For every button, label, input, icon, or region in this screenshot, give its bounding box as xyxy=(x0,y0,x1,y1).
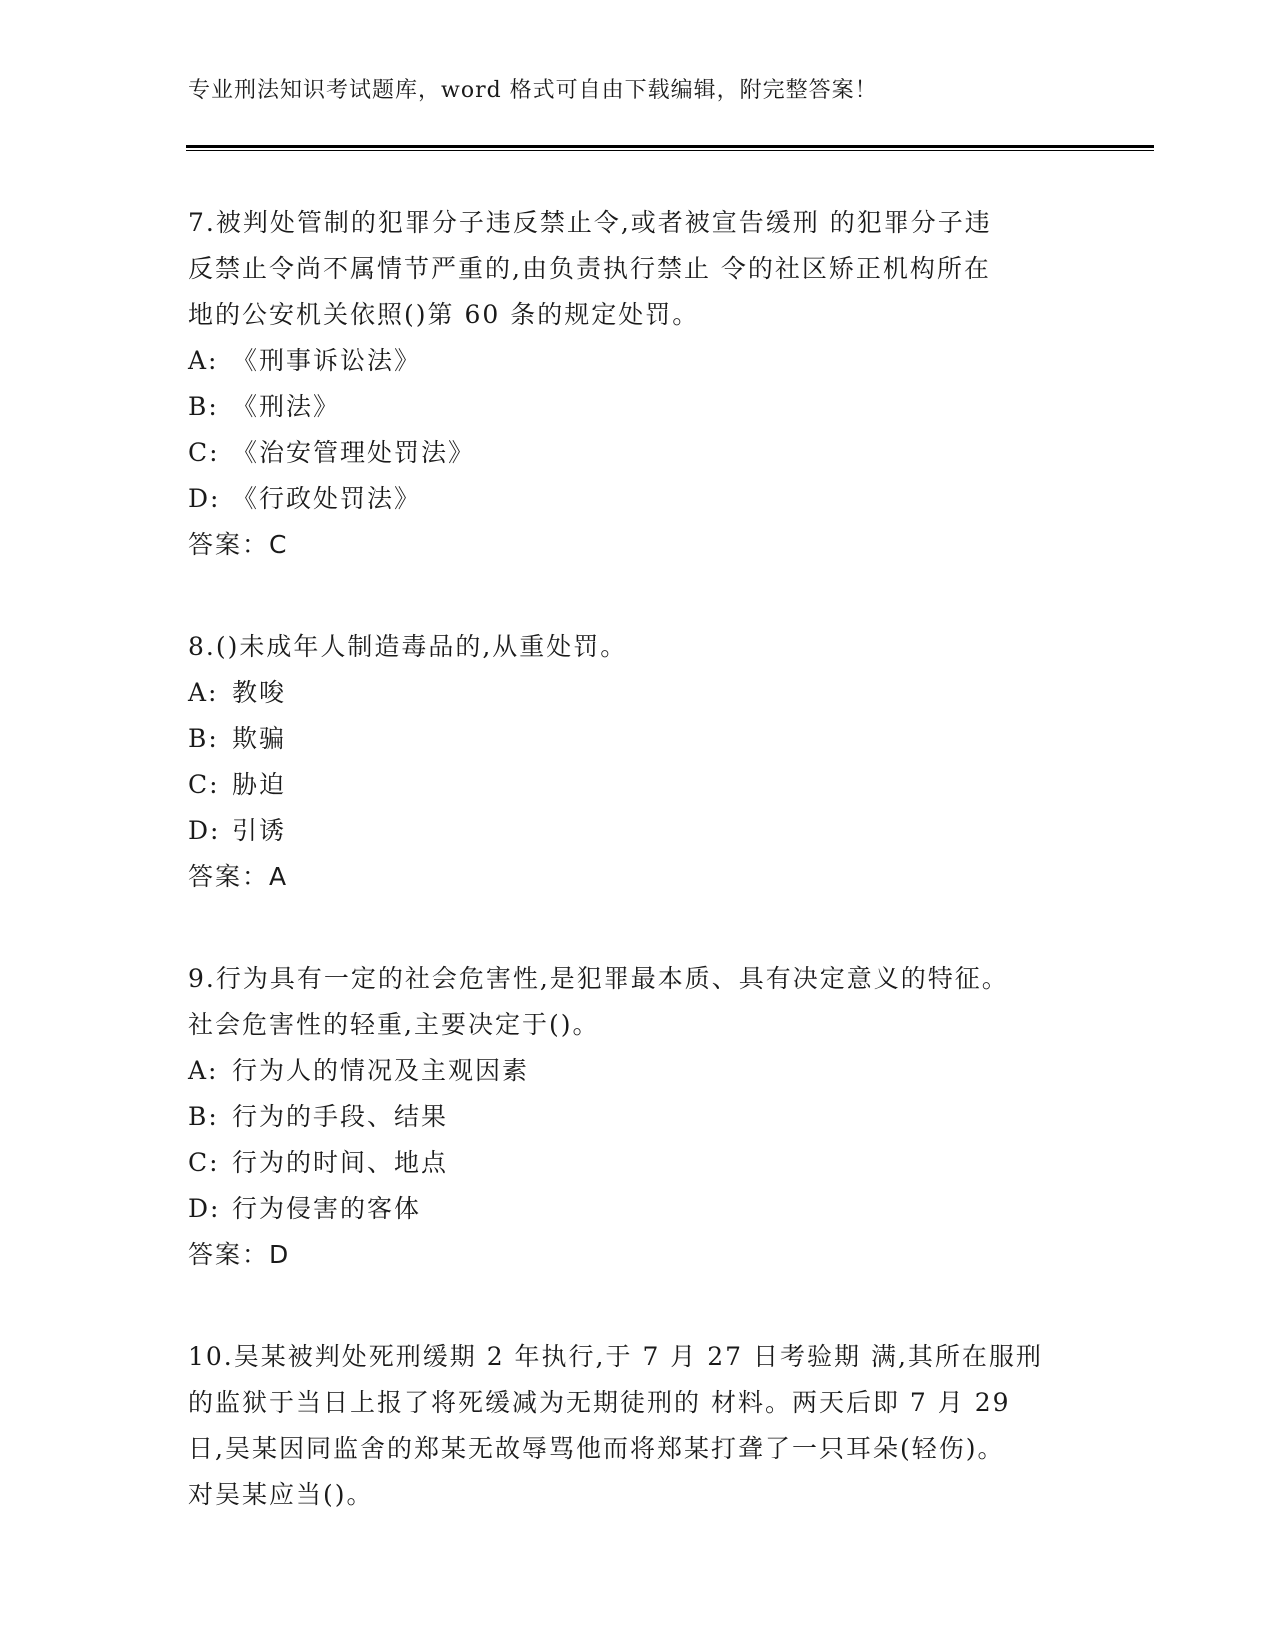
answer-line: 答案：D xyxy=(188,1240,291,1269)
option-b xyxy=(188,716,1088,762)
option-text: 行为人的情况及主观因素 xyxy=(232,1056,530,1085)
option-c xyxy=(188,1140,1088,1186)
option-key: D: xyxy=(188,484,221,513)
page-header-text: 专业刑法知识考试题库，word 格式可自由下载编辑，附完整答案！ xyxy=(188,78,878,103)
option-text: 教唆 xyxy=(232,678,287,707)
option-key: A: xyxy=(188,678,219,707)
question-stem: 9.行为具有一定的社会危害性,是犯罪最本质、具有决定意义的特征。 社会危害性的轻重,主要决定于()。 xyxy=(188,964,1009,1039)
question-stem: 7.被判处管制的犯罪分子违反禁止令,或者被宣告缓刑 的犯罪分子违 反禁止令尚不属情节严重的,由负责执行禁止 令的社区矫正机构所在 地的公安机关依照()第 60 条的规定处罚。 xyxy=(188,208,992,329)
question-10 xyxy=(188,1334,1088,1518)
option-a xyxy=(188,670,1088,716)
option-key: B: xyxy=(188,1102,219,1131)
option-a xyxy=(188,338,1088,384)
option-b xyxy=(188,1094,1088,1140)
option-d xyxy=(188,1186,1088,1232)
option-a xyxy=(188,1048,1088,1094)
option-b xyxy=(188,384,1088,430)
option-d xyxy=(188,808,1088,854)
question-list xyxy=(188,200,1088,1574)
option-key: A: xyxy=(188,1056,219,1085)
option-text: 行为的手段、结果 xyxy=(232,1102,449,1131)
option-text: 引诱 xyxy=(232,816,287,845)
option-text: 行为侵害的客体 xyxy=(232,1194,422,1223)
option-key: C: xyxy=(188,770,220,799)
question-8 xyxy=(188,624,1088,900)
question-stem: 10.吴某被判处死刑缓期 2 年执行,于 7 月 27 日考验期 满,其所在服刑 的监狱于当日上报了将死缓减为无期徒刑的 材料。两天后即 7 月 29 日,吴某因同监舍的郑某无故辱骂他而将郑某打聋了一只耳朵(轻伤)。 对吴某应当()。 xyxy=(188,1342,1043,1509)
option-text: 行为的时间、地点 xyxy=(232,1148,449,1177)
option-key: C: xyxy=(188,1148,220,1177)
question-7 xyxy=(188,200,1088,568)
option-key: B: xyxy=(188,724,219,753)
option-c xyxy=(188,762,1088,808)
option-key: B: xyxy=(188,392,219,421)
option-key: D: xyxy=(188,1194,221,1223)
option-d xyxy=(188,476,1088,522)
header-rule-thick xyxy=(186,145,1154,148)
question-9 xyxy=(188,956,1088,1278)
option-c xyxy=(188,430,1088,476)
option-text: 《治安管理处罚法》 xyxy=(232,438,476,467)
option-text: 《刑法》 xyxy=(232,392,341,421)
answer-line: 答案：A xyxy=(188,862,289,891)
question-stem: 8.()未成年人制造毒品的,从重处罚。 xyxy=(188,632,628,661)
option-text: 胁迫 xyxy=(232,770,287,799)
answer-line: 答案：C xyxy=(188,530,289,559)
option-text: 《刑事诉讼法》 xyxy=(232,346,422,375)
option-key: D: xyxy=(188,816,221,845)
option-text: 欺骗 xyxy=(232,724,287,753)
option-text: 《行政处罚法》 xyxy=(232,484,422,513)
option-key: A: xyxy=(188,346,219,375)
option-key: C: xyxy=(188,438,220,467)
header-rule-thin xyxy=(186,150,1154,151)
